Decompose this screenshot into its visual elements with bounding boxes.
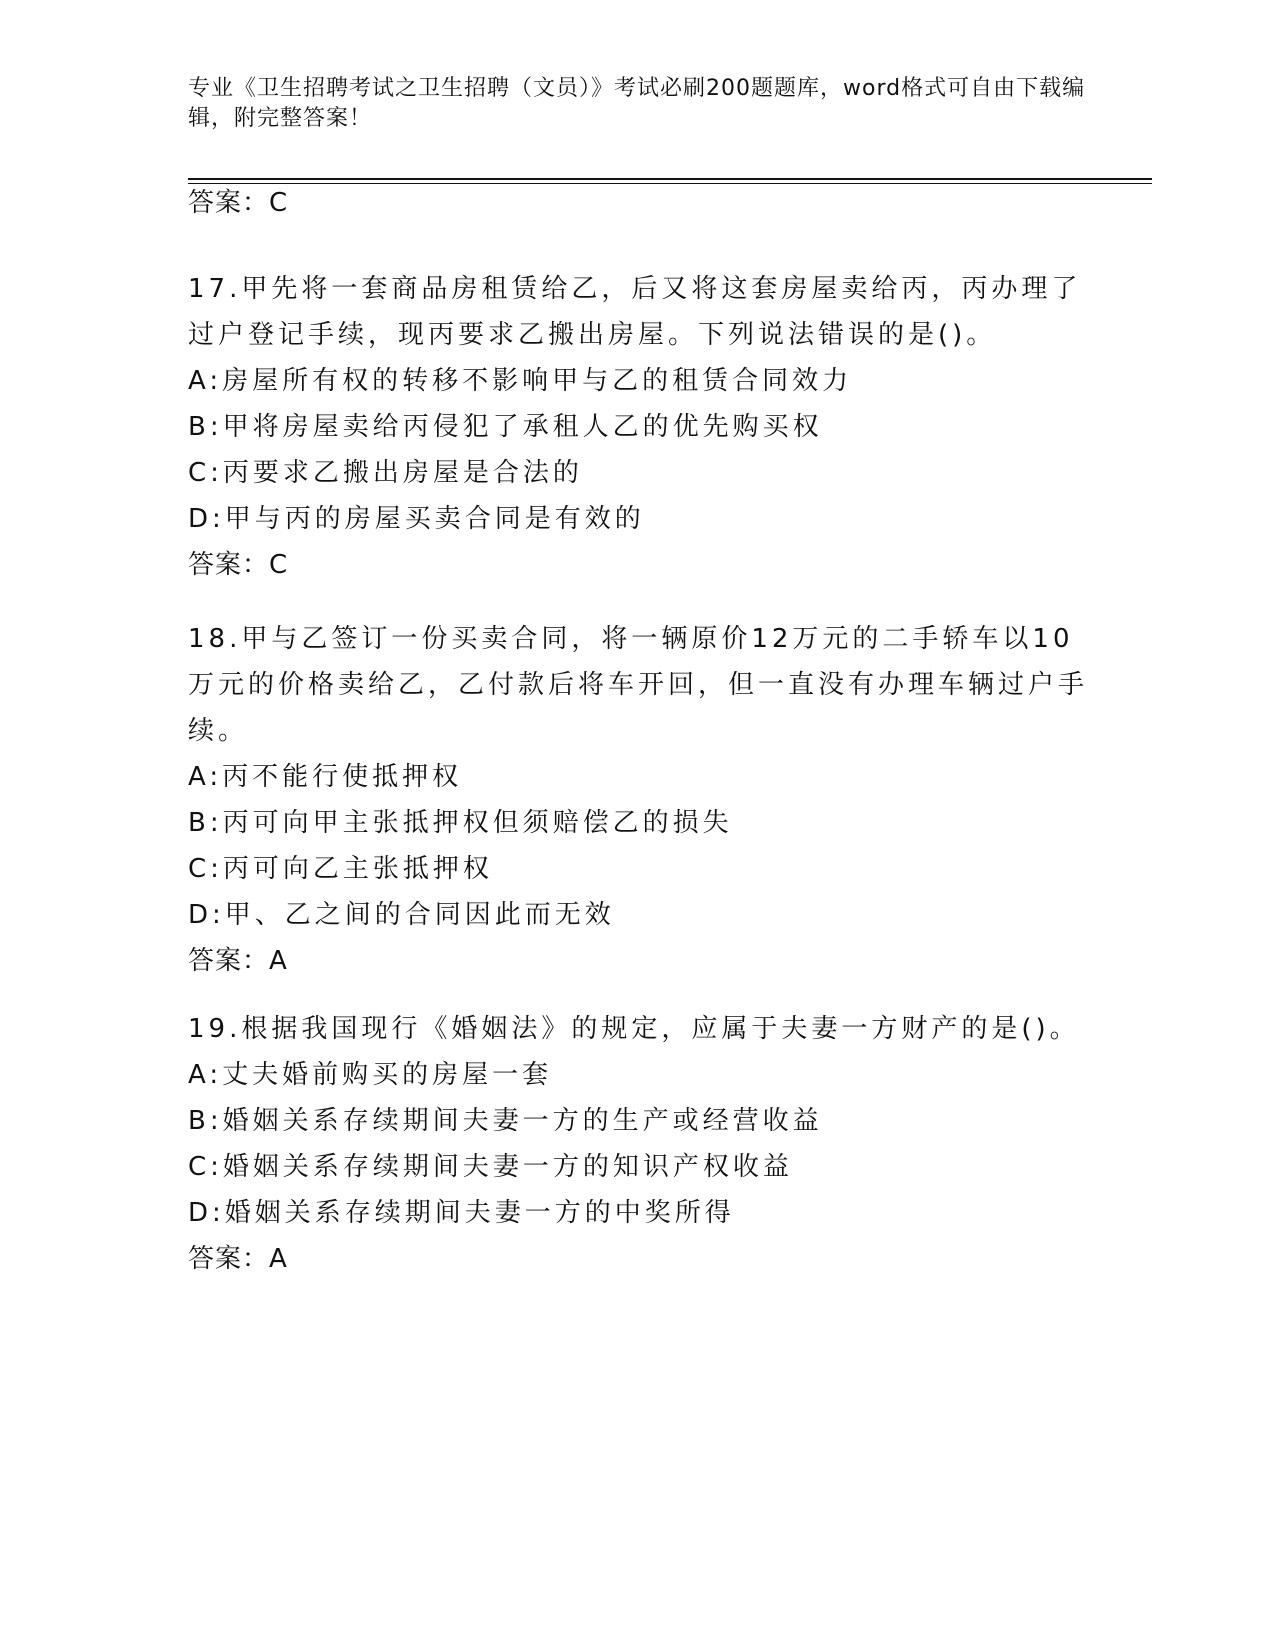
option-d: D:甲、乙之间的合同因此而无效	[188, 900, 615, 930]
question-answer: 答案：C	[188, 550, 289, 580]
header-divider-thick	[188, 178, 1152, 180]
option-c: C:婚姻关系存续期间夫妻一方的知识产权收益	[188, 1152, 793, 1182]
question-stem: 19.根据我国现行《婚姻法》的规定，应属于夫妻一方财产的是()。	[188, 1014, 1080, 1044]
question-answer: 答案：A	[188, 1244, 288, 1274]
option-d: D:婚姻关系存续期间夫妻一方的中奖所得	[188, 1198, 735, 1228]
option-a: A:丙不能行使抵押权	[188, 762, 463, 792]
option-c: C:丙可向乙主张抵押权	[188, 854, 493, 884]
option-a: A:丈夫婚前购买的房屋一套	[188, 1060, 553, 1090]
option-b: B:婚姻关系存续期间夫妻一方的生产或经营收益	[188, 1106, 823, 1136]
option-b: B:丙可向甲主张抵押权但须赔偿乙的损失	[188, 808, 733, 838]
page-header-text: 专业《卫生招聘考试之卫生招聘（文员）》考试必刷200题题库，word格式可自由下载编辑，附完整答案！	[188, 76, 1086, 131]
option-b: B:甲将房屋卖给丙侵犯了承租人乙的优先购买权	[188, 412, 823, 442]
option-d: D:甲与丙的房屋买卖合同是有效的	[188, 504, 645, 534]
question-stem: 17.甲先将一套商品房租赁给乙，后又将这套房屋卖给丙，丙办理了过户登记手续，现丙要求乙搬出房屋。下列说法错误的是()。	[188, 274, 1082, 350]
option-a: A:房屋所有权的转移不影响甲与乙的租赁合同效力	[188, 366, 853, 396]
question-18	[188, 616, 1088, 984]
question-stem: 18.甲与乙签订一份买卖合同，将一辆原价12万元的二手轿车以10万元的价格卖给乙，乙付款后将车开回，但一直没有办理车辆过户手续。	[188, 624, 1089, 746]
previous-answer: 答案：C	[188, 188, 289, 218]
option-c: C:丙要求乙搬出房屋是合法的	[188, 458, 583, 488]
question-answer: 答案：A	[188, 946, 288, 976]
header-divider-thin	[188, 183, 1152, 184]
question-17	[188, 266, 1088, 588]
question-19	[188, 1006, 1088, 1282]
